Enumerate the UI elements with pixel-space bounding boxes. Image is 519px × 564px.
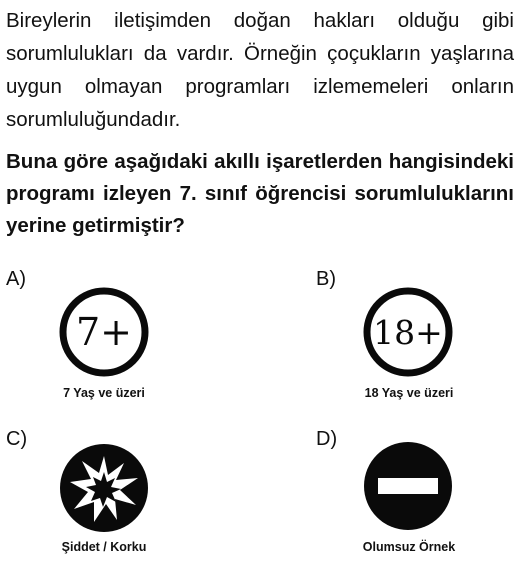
option-a-letter: A): [6, 268, 26, 290]
age-18-plus-label: 18+: [373, 313, 443, 352]
age-7-plus-label: 7+: [75, 310, 133, 354]
passage-text: Bireylerin iletişimden doğan hakları olduğu gibi sorumlulukları da vardır. Örneğin çoçukların yaşlarına uygun olmayan programları izlememeleri onların sorumluluğundadır.: [6, 9, 514, 131]
age-18-plus-icon[interactable]: [362, 286, 454, 383]
negative-example-icon[interactable]: [362, 440, 454, 537]
option-a-caption: 7 Yaş ve üzeri: [63, 386, 145, 400]
question-text: Buna göre aşağıdaki akıllı işaretlerden hangisindeki programı izleyen 7. sınıf öğrencisi sorumluluklarını yerine getirmiştir?: [6, 150, 514, 237]
option-b-letter: B): [316, 268, 336, 290]
option-c-letter: C): [6, 428, 28, 450]
age-7-plus-icon[interactable]: [58, 286, 150, 383]
option-d-letter: D): [316, 428, 338, 450]
violence-fear-icon[interactable]: [58, 442, 150, 539]
option-b-caption: 18 Yaş ve üzeri: [364, 386, 454, 400]
option-d-caption: Olumsuz Örnek: [362, 540, 456, 554]
option-c-caption: Şiddet / Korku: [61, 540, 147, 554]
